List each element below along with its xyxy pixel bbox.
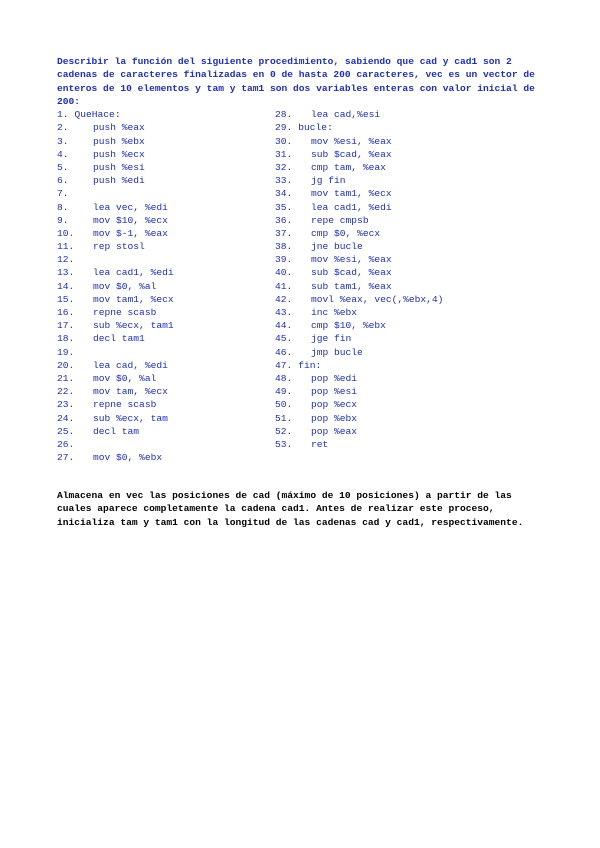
line-number: 53. (275, 438, 293, 450)
code-instruction: lea cad, %edi (93, 359, 168, 371)
code-line (57, 346, 277, 359)
code-line (57, 108, 277, 121)
code-line (57, 121, 277, 134)
code-instruction: mov $-1, %eax (93, 227, 168, 239)
line-number: 13. (57, 267, 75, 279)
code-line (57, 161, 277, 174)
code-instruction: repne scasb (93, 307, 157, 318)
code-instruction: decl tam1 (93, 333, 145, 345)
line-number: 41. (275, 280, 293, 292)
code-line (275, 372, 535, 385)
code-line (57, 372, 277, 385)
code-instruction: repne scasb (93, 399, 157, 411)
code-line (275, 398, 535, 411)
line-number: 11. (57, 241, 75, 253)
code-line (57, 293, 277, 306)
line-number: 1. (57, 109, 69, 121)
code-line (275, 135, 535, 148)
code-instruction: mov tam1, %ecx (93, 293, 174, 305)
code-instruction: push %esi (93, 161, 145, 173)
code-instruction: mov tam, %ecx (93, 386, 168, 398)
code-line (275, 201, 535, 214)
code-line (275, 108, 535, 121)
code-line (275, 253, 535, 266)
line-number: 34. (275, 188, 293, 200)
line-number: 21. (57, 372, 75, 384)
code-instruction: pop %esi (311, 386, 358, 398)
code-line (57, 359, 277, 372)
line-number: 2. (57, 122, 69, 134)
code-line (57, 425, 277, 438)
code-line (275, 438, 535, 451)
code-line (57, 412, 277, 425)
code-instruction: lea cad,%esi (311, 109, 381, 121)
code-instruction: pop %ebx (311, 412, 358, 424)
line-number: 38. (275, 241, 293, 253)
line-number: 37. (275, 227, 293, 239)
line-number: 33. (275, 175, 293, 187)
code-instruction: mov $10, %ecx (93, 214, 168, 226)
code-instruction: ret (311, 438, 329, 450)
code-line (57, 306, 277, 319)
code-line (57, 398, 277, 411)
code-line (57, 438, 277, 451)
code-instruction: lea cad1, %edi (93, 267, 174, 279)
code-line (57, 240, 277, 253)
code-instruction: mov $0, %ebx (93, 452, 163, 464)
code-instruction: mov %esi, %eax (311, 254, 392, 266)
line-number: 16. (57, 307, 75, 318)
code-line (57, 201, 277, 214)
code-line (57, 187, 277, 200)
line-number: 28. (275, 109, 293, 121)
line-number: 30. (275, 135, 293, 147)
code-instruction: pop %eax (311, 425, 358, 437)
code-instruction: jne bucle (311, 241, 363, 253)
code-line (57, 332, 277, 345)
code-instruction: mov %esi, %eax (311, 135, 392, 147)
line-number: 12. (57, 254, 75, 266)
line-number: 27. (57, 452, 75, 464)
code-line (275, 148, 535, 161)
line-number: 42. (275, 293, 293, 305)
line-number: 6. (57, 175, 69, 187)
line-number: 23. (57, 399, 75, 411)
code-instruction: sub %ecx, tam1 (93, 320, 174, 332)
code-instruction: mov $0, %al (93, 280, 157, 292)
line-number: 25. (57, 425, 75, 437)
code-instruction: sub $cad, %eax (311, 148, 392, 160)
line-number: 15. (57, 293, 75, 305)
line-number: 47. (275, 359, 293, 371)
code-line (57, 135, 277, 148)
code-instruction: push %eax (93, 122, 145, 134)
code-line (275, 266, 535, 279)
code-line (275, 319, 535, 332)
code-instruction: rep stosl (93, 241, 145, 253)
code-line (275, 161, 535, 174)
line-number: 19. (57, 346, 75, 358)
line-number: 8. (57, 201, 69, 213)
line-number: 45. (275, 333, 293, 345)
code-instruction: sub tam1, %eax (311, 280, 392, 292)
line-number: 40. (275, 267, 293, 279)
code-instruction: sub $cad, %eax (311, 267, 392, 279)
code-instruction: jge fin (311, 333, 352, 345)
code-line (57, 451, 277, 464)
line-number: 49. (275, 386, 293, 398)
document-page (57, 55, 547, 464)
line-number: 31. (275, 148, 293, 160)
code-instruction: cmp tam, %eax (311, 161, 386, 173)
line-number: 39. (275, 254, 293, 266)
code-instruction: jmp bucle (311, 346, 363, 358)
line-number: 51. (275, 412, 293, 424)
line-number: 14. (57, 280, 75, 292)
line-number: 44. (275, 320, 293, 332)
line-number: 52. (275, 425, 293, 437)
question-text: Describir la función del siguiente procedimiento, sabiendo que cad y cad1 son 2 cadenas de caracteres finalizadas en 0 de hasta 200 caracteres, vec es un vector de enteros de 10 elementos y tam y tam1 son dos variables enteras con valor inicial de 200: (57, 56, 541, 107)
line-number: 46. (275, 346, 293, 358)
code-line (275, 332, 535, 345)
code-column-right (275, 108, 535, 451)
code-line (57, 214, 277, 227)
code-instruction: jg fin (311, 175, 346, 187)
line-number: 26. (57, 438, 75, 450)
line-number: 24. (57, 412, 75, 424)
line-number: 22. (57, 386, 75, 398)
code-listing (57, 108, 547, 464)
code-instruction: sub %ecx, tam (93, 412, 168, 424)
code-instruction: lea cad1, %edi (311, 201, 392, 213)
code-instruction: inc %ebx (311, 307, 358, 318)
code-line (57, 148, 277, 161)
code-instruction: push %ecx (93, 148, 145, 160)
code-line (275, 306, 535, 319)
line-number: 4. (57, 148, 69, 160)
line-number: 48. (275, 372, 293, 384)
code-instruction: pop %edi (311, 372, 358, 384)
line-number: 9. (57, 214, 69, 226)
code-instruction: push %edi (93, 175, 145, 187)
code-label: bucle: (298, 122, 333, 134)
code-line (57, 266, 277, 279)
code-instruction: mov $0, %al (93, 372, 157, 384)
line-number: 43. (275, 307, 293, 318)
code-instruction: cmp $0, %ecx (311, 227, 381, 239)
code-label: fin: (298, 359, 322, 371)
code-instruction: repe cmpsb (311, 214, 369, 226)
line-number: 17. (57, 320, 75, 332)
code-line (275, 280, 535, 293)
code-instruction: push %ebx (93, 135, 145, 147)
code-line (275, 359, 535, 372)
code-instruction: cmp $10, %ebx (311, 320, 386, 332)
code-line (57, 319, 277, 332)
code-column-left (57, 108, 277, 464)
line-number: 18. (57, 333, 75, 345)
code-instruction: mov tam1, %ecx (311, 188, 392, 200)
code-line (275, 214, 535, 227)
code-line (275, 227, 535, 240)
line-number: 3. (57, 135, 69, 147)
code-instruction: decl tam (93, 425, 140, 437)
code-line (275, 174, 535, 187)
line-number: 10. (57, 227, 75, 239)
code-instruction: pop %ecx (311, 399, 358, 411)
code-line (57, 174, 277, 187)
code-line (275, 121, 535, 134)
code-label: QueHace: (74, 109, 121, 121)
line-number: 36. (275, 214, 293, 226)
code-line (275, 293, 535, 306)
code-line (275, 187, 535, 200)
answer-text: Almacena en vec las posiciones de cad (máximo de 10 posiciones) a partir de las cuales aparece completamente la cadena cad1. Antes de realizar este proceso, inicializa tam y tam1 con la longitud de las cadenas cad y cad1, respectivamente. (57, 490, 524, 528)
code-line (275, 425, 535, 438)
code-line (275, 412, 535, 425)
line-number: 7. (57, 188, 69, 200)
line-number: 5. (57, 161, 69, 173)
line-number: 50. (275, 399, 293, 411)
code-line (275, 385, 535, 398)
line-number: 35. (275, 201, 293, 213)
code-line (57, 253, 277, 266)
code-line (57, 280, 277, 293)
line-number: 29. (275, 122, 293, 134)
code-line (275, 346, 535, 359)
line-number: 32. (275, 161, 293, 173)
line-number: 20. (57, 359, 75, 371)
code-line (275, 240, 535, 253)
code-line (57, 227, 277, 240)
code-line (57, 385, 277, 398)
code-instruction: movl %eax, vec(,%ebx,4) (311, 293, 444, 305)
code-instruction: lea vec, %edi (93, 201, 168, 213)
